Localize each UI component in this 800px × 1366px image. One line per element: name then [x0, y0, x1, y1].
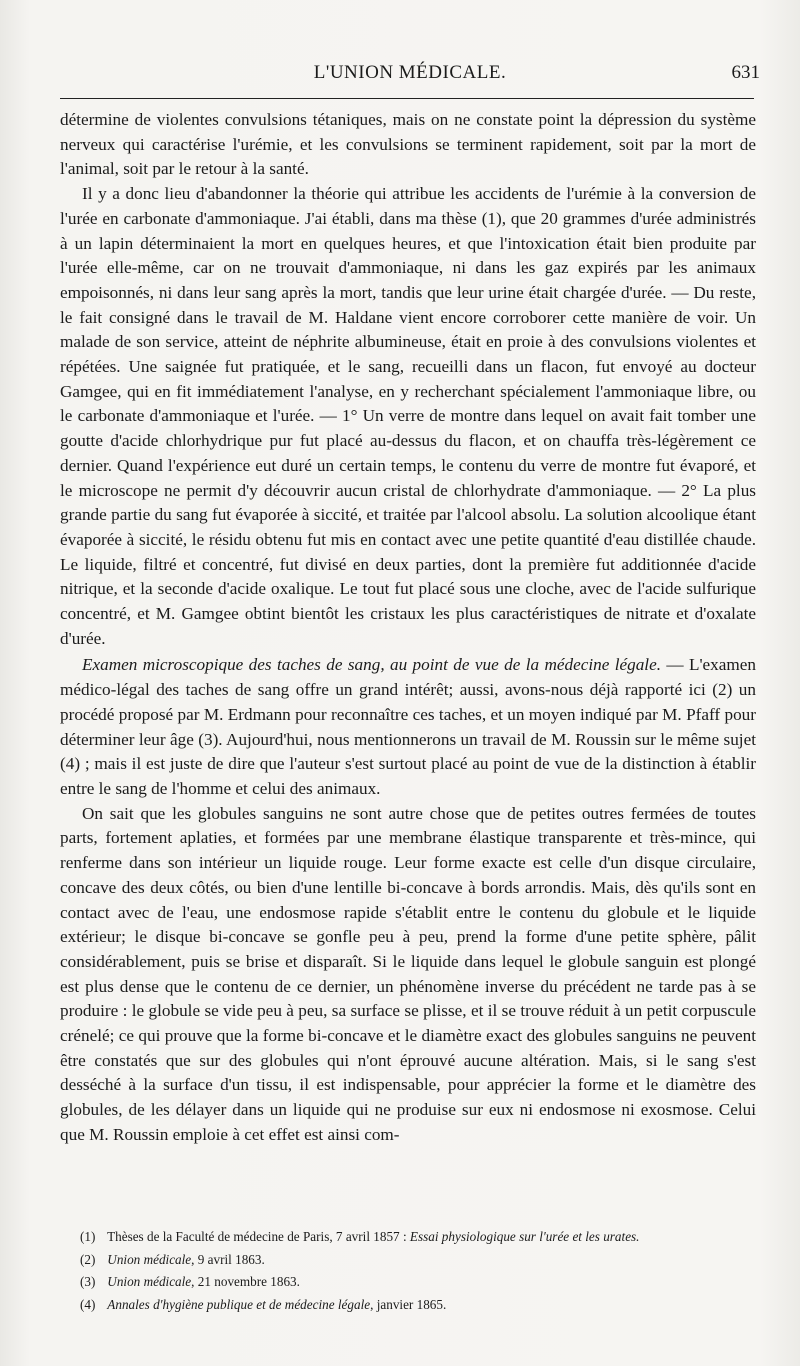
footnote-text: , janvier 1865.: [370, 1296, 447, 1312]
footnote-italic: Union médicale: [107, 1274, 192, 1289]
footnote: [80, 1226, 760, 1249]
footnote-text: , 21 novembre 1863.: [191, 1274, 300, 1289]
header-rule: [60, 98, 754, 99]
section-text: — L'examen médico-légal des taches de sang offre un grand intérêt; aussi, avons-nous déjà rapporté ici (2) un procédé proposé par M. Erdmann pour reconnaître ces taches, et un moyen indiqué par M. Pfaff pour déterminer leur âge (3). Aujourd'hui, nous mentionnerons un travail de M. Roussin sur le même sujet (4) ; mais il est juste de dire que l'auteur s'est surtout placé au point de vue de la distinction à établir entre le sang de l'homme et celui des animaux.: [60, 655, 756, 798]
footnote-number: (2): [80, 1251, 96, 1267]
footnote-number: (4): [80, 1296, 96, 1312]
paragraph: détermine de violentes convulsions tétaniques, mais on ne constate point la dépression du système nerveux qui caractérise l'urémie, et les convulsions se terminent rapidement, soit par la mort de l'animal, soit par le retour à la santé.: [60, 110, 756, 179]
footnote-number: (1): [80, 1229, 96, 1244]
paragraph: On sait que les globules sanguins ne sont autre chose que de petites outres fermées de toutes parts, fortement aplaties, et formées par une membrane élastique transparente et très-mince, qui renferme dans son intérieur un liquide rouge. Leur forme exacte est celle d'un disque circulaire, concave des deux côtés, ou bien d'une lentille bi-concave à bords arrondis. Mais, dès qu'ils sont en contact avec de l'eau, une endosmose rapide s'établit entre le contenu du globule et le liquide extérieur; le disque bi-concave se gonfle peu à peu, prend la forme d'une petite sphère, pâlit considérablement, puis se brise et disparaît. Si le liquide dans lequel le globule sanguin est plongé est plus dense que le contenu de ce dernier, un phénomène inverse du précédent ne tarde pas à se produire : le globule se vide peu à peu, sa surface se plisse, et il se trouve réduit à un petit corpuscule crénelé; ce qui prouve que la forme bi-concave et le diamètre exact des globules sanguins ne peuvent être constatés que sur des globules qui n'ont éprouvé aucune altération. Mais, si le sang s'est desséché à la surface d'un tissu, il est indispensable, pour apprécier la forme et le diamètre des globules, de les délayer dans un liquide qui ne produise sur eux ni endosmose ni exosmose. Celui que M. Roussin emploie à cet effet est ainsi com-: [60, 803, 756, 1144]
section-title: Examen microscopique des taches de sang, au point de vue de la médecine légale.: [82, 655, 662, 675]
paragraph: Il y a donc lieu d'abandonner la théorie qui attribue les accidents de l'urémie à la conversion de l'urée en carbonate d'ammoniaque. J'ai établi, dans ma thèse (1), que 20 grammes d'urée administrés à un lapin déterminaient la mort en quelques heures, et que l'intoxication était bien produite par l'urée elle-même, car on ne trouvait d'ammoniaque, ni dans les gaz expirés par les animaux empoisonnés, ni dans leur sang après la mort, tandis que leur urine était chargée d'urée. — Du reste, le fait consigné dans le travail de M. Haldane vient encore corroborer cette manière de voir. Un malade de son service, atteint de néphrite albumineuse, était en proie à des convulsions violentes et répétées. Une saignée fut pratiquée, et le sang, recueilli dans un flacon, fut envoyé au docteur Gamgee, qui en fit immédiatement l'analyse, en y recherchant spécialement l'ammoniaque libre, ou le carbonate d'ammoniaque et l'urée. — 1° Un verre de montre dans lequel on avait fait tomber une goutte d'acide chlorhydrique pur fut placé au-dessus du flacon, et on chauffa très-légèrement ce dernier. Quand l'expérience eut duré un certain temps, le contenu du verre de montre fut évaporé, et le microscope ne permit d'y découvrir aucun cristal de chlorhydrate d'ammoniaque. — 2° La plus grande partie du sang fut évaporée à siccité, et traitée par l'alcool absolu. La solution alcoolique étant évaporée à siccité, le résidu obtenu fut mis en contact avec une petite quantité d'eau distillée chaude. Le liquide, filtré et concentré, fut divisé en deux parties, dont la première fut additionnée d'acide nitrique, et la seconde d'acide oxalique. Le tout fut placé sous une cloche, avec de l'acide sulfurique concentré, et M. Gamgee obtint bientôt les cristaux les plus caractéristiques de nitrate et d'oxalate d'urée.: [60, 184, 756, 648]
footnote-text: Thèses de la Faculté de médecine de Paris, 7 avril 1857 :: [107, 1229, 410, 1244]
footnotes: [80, 1226, 760, 1316]
footnote-italic: Annales d'hygiène publique et de médecine légale: [107, 1296, 371, 1312]
footnote-number: (3): [80, 1274, 96, 1289]
footnote: [80, 1294, 760, 1317]
footnote-text: , 9 avril 1863.: [191, 1251, 265, 1267]
running-title: L'UNION MÉDICALE.: [313, 62, 507, 83]
page-header: [60, 62, 760, 94]
page-number: 631: [731, 62, 760, 83]
body-text: [60, 108, 756, 1148]
footnote-italic: Essai physiologique sur l'urée et les urates.: [409, 1229, 640, 1244]
footnote-italic: Union médicale: [107, 1251, 192, 1267]
footnote: [80, 1249, 760, 1272]
section-paragraph: [60, 653, 756, 801]
footnote: [80, 1271, 760, 1294]
